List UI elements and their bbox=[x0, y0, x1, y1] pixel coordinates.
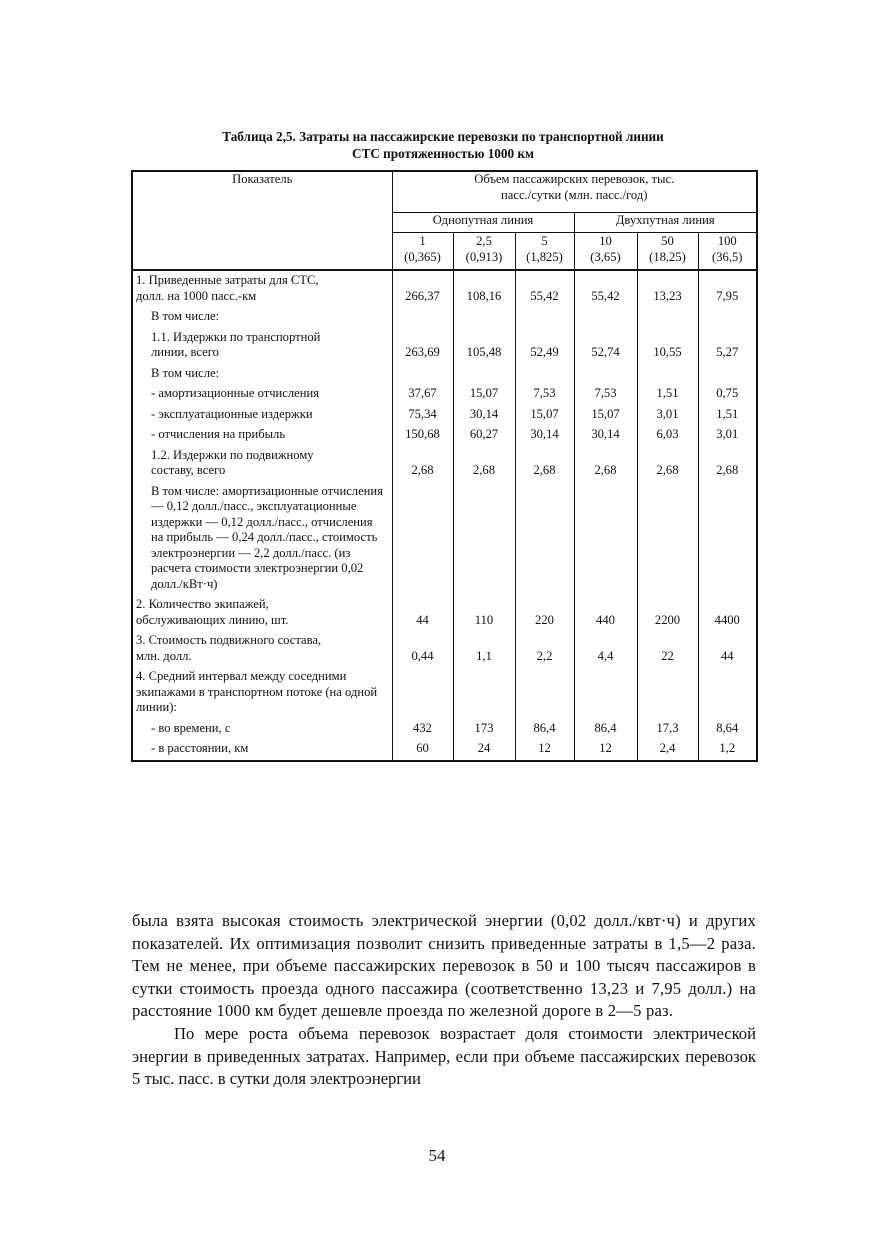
cell bbox=[392, 307, 453, 328]
cell: 2,68 bbox=[637, 446, 698, 482]
cell: 440 bbox=[574, 595, 637, 631]
table-row bbox=[132, 482, 757, 596]
table-row bbox=[132, 384, 757, 405]
cell bbox=[453, 364, 515, 385]
cell: 1,2 bbox=[698, 739, 757, 761]
cell bbox=[637, 667, 698, 719]
cell: 6,03 bbox=[637, 425, 698, 446]
cell: 15,07 bbox=[574, 405, 637, 426]
row-label: - отчисления на прибыль bbox=[132, 425, 392, 446]
cell: 13,23 bbox=[637, 270, 698, 307]
row-label: 4. Средний интервал между соседними экипажами в транспортном потоке (на одной линии): bbox=[132, 667, 392, 719]
cell: 7,53 bbox=[515, 384, 574, 405]
cell: 75,34 bbox=[392, 405, 453, 426]
table-row bbox=[132, 667, 757, 719]
cell: 7,95 bbox=[698, 270, 757, 307]
cell: 30,14 bbox=[574, 425, 637, 446]
table-row bbox=[132, 631, 757, 667]
cell: 30,14 bbox=[453, 405, 515, 426]
header-col-5: 50 (18,25) bbox=[637, 233, 698, 271]
cell: 15,07 bbox=[515, 405, 574, 426]
cell: 2,4 bbox=[637, 739, 698, 761]
cell: 266,37 bbox=[392, 270, 453, 307]
cell: 0,44 bbox=[392, 631, 453, 667]
cell: 4,4 bbox=[574, 631, 637, 667]
cell: 52,74 bbox=[574, 328, 637, 364]
cell: 3,01 bbox=[637, 405, 698, 426]
table-row bbox=[132, 270, 757, 307]
header-single-track: Однопутная линия bbox=[392, 213, 574, 233]
cell: 44 bbox=[698, 631, 757, 667]
cell: 37,67 bbox=[392, 384, 453, 405]
row-label: - эксплуатационные издержки bbox=[132, 405, 392, 426]
cell bbox=[515, 364, 574, 385]
cell: 24 bbox=[453, 739, 515, 761]
cell: 1,51 bbox=[698, 405, 757, 426]
header-volume-line-1: Объем пассажирских перевозок, тыс. bbox=[474, 172, 675, 186]
cell: 15,07 bbox=[453, 384, 515, 405]
table-row bbox=[132, 595, 757, 631]
header-volume-line-2: пасс./сутки (млн. пасс./год) bbox=[501, 187, 648, 202]
page-number: 54 bbox=[428, 1146, 446, 1165]
cell: 105,48 bbox=[453, 328, 515, 364]
cell: 1,1 bbox=[453, 631, 515, 667]
cell: 2,68 bbox=[453, 446, 515, 482]
cell: 2,68 bbox=[574, 446, 637, 482]
cell: 10,55 bbox=[637, 328, 698, 364]
cell: 60 bbox=[392, 739, 453, 761]
cell bbox=[574, 667, 637, 719]
cost-table bbox=[131, 170, 758, 762]
header-col-2: 2,5 (0,913) bbox=[453, 233, 515, 271]
table-row bbox=[132, 405, 757, 426]
body-text bbox=[132, 910, 756, 1091]
cell: 44 bbox=[392, 595, 453, 631]
cell bbox=[392, 364, 453, 385]
header-col-1: 1 (0,365) bbox=[392, 233, 453, 271]
cell: 1,51 bbox=[637, 384, 698, 405]
cell: 22 bbox=[637, 631, 698, 667]
table-row bbox=[132, 328, 757, 364]
cell: 110 bbox=[453, 595, 515, 631]
caption-line-1: Таблица 2,5. Затраты на пассажирские перевозки по транспортной линии bbox=[222, 129, 664, 144]
table-row bbox=[132, 425, 757, 446]
header-col-6: 100 (36,5) bbox=[698, 233, 757, 271]
table-row bbox=[132, 719, 757, 740]
cell bbox=[515, 307, 574, 328]
paragraph-2: По мере роста объема перевозок возрастает доля стоимости электрической энергии в приведенных затратах. Например, если при объеме пассажирских перевозок 5 тыс. пасс. в сутки доля электроэнергии bbox=[132, 1023, 756, 1089]
cell bbox=[453, 307, 515, 328]
row-label: 2. Количество экипажей, обслуживающих линию, шт. bbox=[132, 595, 392, 631]
cell: 86,4 bbox=[574, 719, 637, 740]
header-indicator: Показатель bbox=[132, 171, 392, 270]
cell: 2,68 bbox=[515, 446, 574, 482]
row-label: В том числе: амортизационные отчисления — 0,12 долл./пасс., эксплуатационные издержки — 0,12 долл./пасс., отчисления на прибыль — 0,24 долл./пасс., стоимость электроэнергии — 2,2 долл./пасс. (из расчета стоимости электроэнергии 0,02 долл./кВт·ч) bbox=[132, 482, 392, 596]
cell: 17,3 bbox=[637, 719, 698, 740]
row-label: В том числе: bbox=[132, 364, 392, 385]
cell: 2,2 bbox=[515, 631, 574, 667]
cell: 4400 bbox=[698, 595, 757, 631]
row-label: 1.1. Издержки по транспортной линии, всего bbox=[132, 328, 392, 364]
row-label: В том числе: bbox=[132, 307, 392, 328]
cell: 55,42 bbox=[515, 270, 574, 307]
cell: 55,42 bbox=[574, 270, 637, 307]
cell: 263,69 bbox=[392, 328, 453, 364]
cell bbox=[392, 482, 453, 596]
cell bbox=[637, 364, 698, 385]
cell: 86,4 bbox=[515, 719, 574, 740]
table-caption bbox=[130, 128, 756, 162]
table-row bbox=[132, 307, 757, 328]
paragraph-1: была взята высокая стоимость электрической энергии (0,02 долл./квт·ч) и других показателей. Их оптимизация позволит снизить приведенные затраты в 1,5—2 раза. Тем не менее, при объеме пассажирских перевозок в 50 и 100 тысяч пассажиров в сутки стоимость проезда одного пассажира (соответственно 13,23 и 7,95 долл.) на расстояние 1000 км будет дешевле проезда по железной дороге в 2—5 раз. bbox=[132, 911, 756, 1021]
cell bbox=[515, 482, 574, 596]
cell: 150,68 bbox=[392, 425, 453, 446]
cell: 2,68 bbox=[698, 446, 757, 482]
header-volume bbox=[392, 171, 757, 213]
row-label: - в расстоянии, км bbox=[132, 739, 392, 761]
cell: 0,75 bbox=[698, 384, 757, 405]
caption-line-2: СТС протяженностью 1000 км bbox=[352, 146, 534, 161]
table-row bbox=[132, 364, 757, 385]
row-label: 3. Стоимость подвижного состава, млн. долл. bbox=[132, 631, 392, 667]
cell bbox=[453, 482, 515, 596]
cell bbox=[515, 667, 574, 719]
header-col-4: 10 (3,65) bbox=[574, 233, 637, 271]
cell bbox=[574, 307, 637, 328]
cell: 8,64 bbox=[698, 719, 757, 740]
cell: 12 bbox=[574, 739, 637, 761]
cell bbox=[453, 667, 515, 719]
cell bbox=[698, 482, 757, 596]
table-row bbox=[132, 446, 757, 482]
cell bbox=[637, 307, 698, 328]
cell: 12 bbox=[515, 739, 574, 761]
cell: 108,16 bbox=[453, 270, 515, 307]
cell bbox=[637, 482, 698, 596]
cell: 432 bbox=[392, 719, 453, 740]
cell bbox=[698, 307, 757, 328]
cell: 2200 bbox=[637, 595, 698, 631]
cell: 5,27 bbox=[698, 328, 757, 364]
header-double-track: Двухпутная линия bbox=[574, 213, 757, 233]
cell: 30,14 bbox=[515, 425, 574, 446]
cell bbox=[698, 667, 757, 719]
row-label: - во времени, с bbox=[132, 719, 392, 740]
cell: 7,53 bbox=[574, 384, 637, 405]
cell bbox=[574, 482, 637, 596]
cell: 2,68 bbox=[392, 446, 453, 482]
cell bbox=[574, 364, 637, 385]
cell bbox=[698, 364, 757, 385]
cell: 173 bbox=[453, 719, 515, 740]
cell: 60,27 bbox=[453, 425, 515, 446]
cell: 52,49 bbox=[515, 328, 574, 364]
cell bbox=[392, 667, 453, 719]
cell: 3,01 bbox=[698, 425, 757, 446]
row-label: 1.2. Издержки по подвижному составу, всего bbox=[132, 446, 392, 482]
cell: 220 bbox=[515, 595, 574, 631]
table-row bbox=[132, 739, 757, 761]
row-label: - амортизационные отчисления bbox=[132, 384, 392, 405]
row-label: 1. Приведенные затраты для СТС, долл. на 1000 пасс.-км bbox=[132, 270, 392, 307]
header-col-3: 5 (1,825) bbox=[515, 233, 574, 271]
